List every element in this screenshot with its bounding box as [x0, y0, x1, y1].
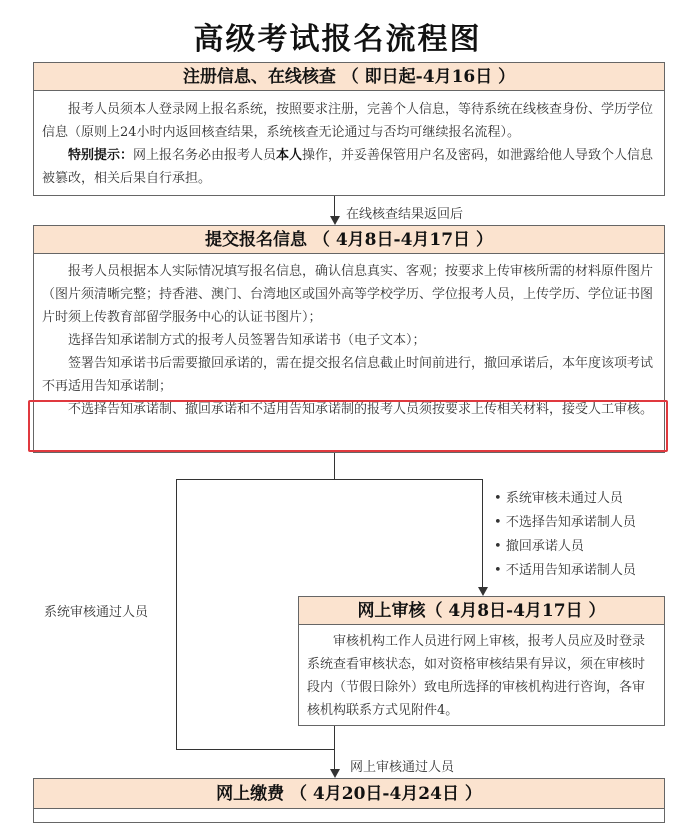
branch-left [176, 479, 177, 749]
step-payment-box [33, 778, 665, 823]
fail-item: • 系统审核未通过人员 [494, 491, 623, 506]
page-title: 高级考试报名流程图 [193, 22, 482, 57]
step-submit-text-4: 不选择告知承诺制、撤回承诺和不适用告知承诺制的报考人员须按要求上传相关材料，接受人工审核。 [68, 402, 654, 417]
branch-right-head [478, 587, 488, 596]
step-review-header: 网上审核（ 4月8日-4月17日 ） [299, 597, 664, 625]
step-submit-body [34, 254, 664, 421]
step-register-note [42, 144, 656, 190]
step-register-body [34, 91, 664, 190]
arrow-3-head [330, 769, 340, 778]
branch-right [482, 479, 483, 587]
branch-bottom [176, 749, 335, 750]
note-text-a: 网上报名务必由报考人员 [133, 148, 277, 163]
highlight-box [28, 400, 668, 452]
branch-top [176, 479, 483, 480]
note-text-b: 操作，并妥善保管用户名及密码，如泄露给他人导致个人信息被篡改，相关后果自行承担。 [42, 148, 654, 186]
note-label: 特别提示： [68, 148, 134, 163]
fail-list [494, 487, 636, 583]
arrow-1-line [334, 196, 335, 216]
branch-stem [334, 453, 335, 479]
arrow-1-head [330, 216, 340, 225]
step-review-box [298, 596, 665, 726]
step-payment-header: 网上缴费 （ 4月20日-4月24日 ） [34, 779, 664, 809]
system-pass-label: 系统审核通过人员 [44, 605, 149, 620]
step-submit-header: 提交报名信息 （ 4月8日-4月17日 ） [34, 226, 664, 254]
step-register-box [33, 62, 665, 196]
step-register-header: 注册信息、在线核查 （ 即日起-4月16日 ） [34, 63, 664, 91]
fail-item: • 不选择告知承诺制人员 [494, 515, 636, 530]
arrow-1-label: 在线核查结果返回后 [346, 207, 464, 222]
step-submit-text-3: 签署告知承诺书后需要撤回承诺的，需在提交报名信息截止时间前进行，撤回承诺后，本年度该项考试不再适用告知承诺制； [42, 356, 654, 394]
arrow-3-label: 网上审核通过人员 [350, 760, 455, 775]
fail-item: • 撤回承诺人员 [494, 539, 584, 554]
step-submit-text-2: 选择告知承诺制方式的报考人员签署告知承诺书（电子文本）； [68, 333, 426, 348]
note-bold: 本人 [276, 148, 303, 163]
step-register-text: 报考人员须本人登录网上报名系统，按照要求注册，完善个人信息，等待系统在线核查身份、学历学位信息（原则上24小时内返回核查结果，系统核查无论通过与否均可继续报名流程）。 [42, 102, 654, 140]
step-review-text: 审核机构工作人员进行网上审核，报考人员应及时登录系统查看审核状态，如对资格审核结果有异议，须在审核时段内（节假日除外）致电所选择的审核机构进行咨询，各审核机构联系方式见附件4。 [307, 634, 646, 718]
step-submit-text-1: 报考人员根据本人实际情况填写报名信息，确认信息真实、客观；按要求上传审核所需的材料原件图片（图片须清晰完整；持香港、澳门、台湾地区或国外高等学校学历、学位报考人员，上传学历、学位证书图片时须上传教育部留学服务中心的认证书图片）； [42, 264, 654, 325]
step-review-body [299, 625, 664, 722]
fail-item: • 不适用告知承诺制人员 [494, 563, 636, 578]
arrow-3-line [334, 726, 335, 769]
